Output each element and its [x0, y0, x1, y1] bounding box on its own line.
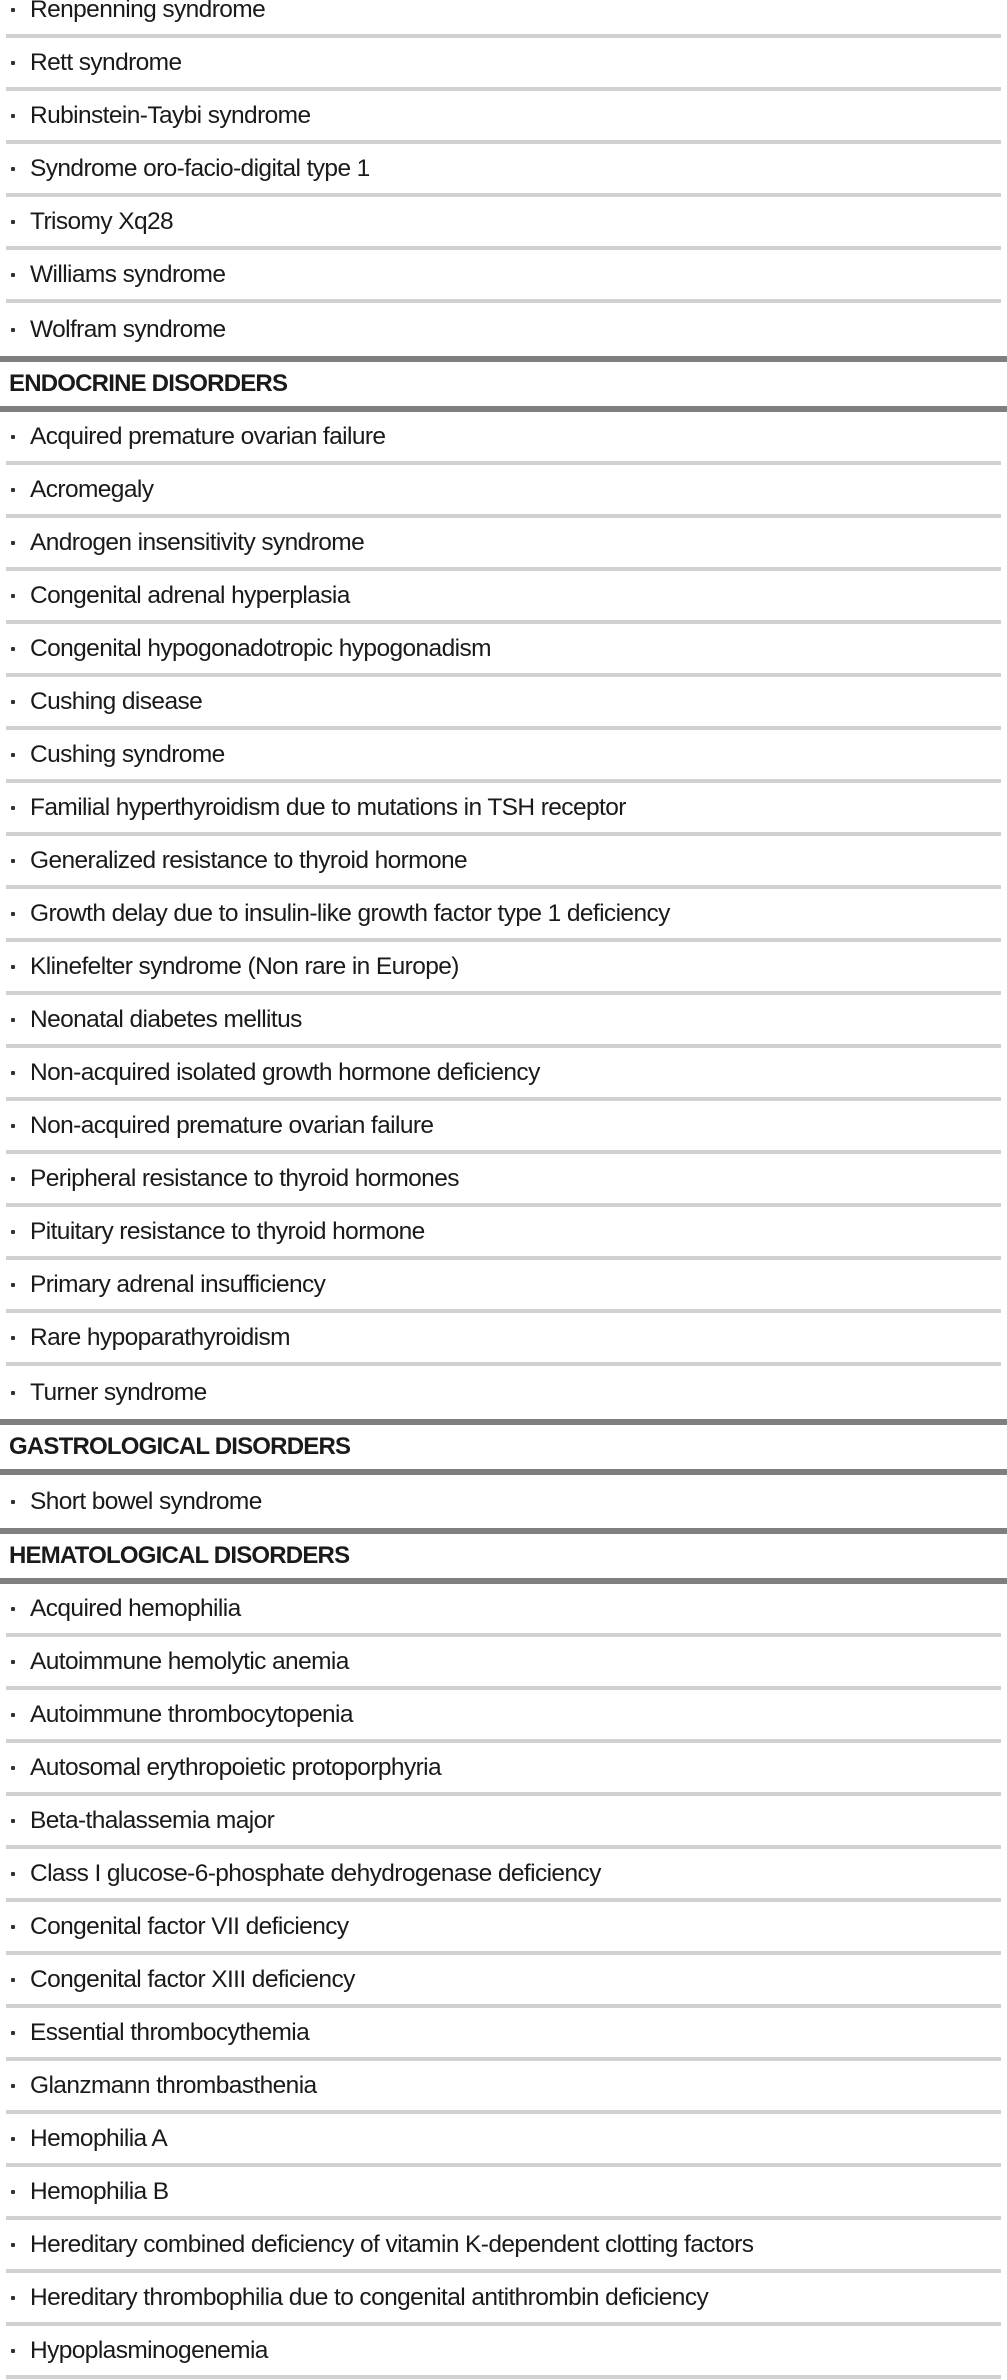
bullet-icon [11, 1336, 15, 1340]
bullet-icon [11, 2243, 15, 2247]
list-item-label: Acquired premature ovarian failure [30, 422, 386, 450]
list-item [6, 1154, 1001, 1207]
list-item-label: Hemophilia B [30, 2177, 169, 2205]
list-item [6, 995, 1001, 1048]
bullet-icon [11, 1660, 15, 1664]
disorder-group [0, 1419, 1007, 1528]
list-item [6, 2008, 1001, 2061]
list-item [6, 2061, 1001, 2114]
list-item-label: Congenital hypogonadotropic hypogonadism [30, 634, 491, 662]
list-item [6, 730, 1001, 783]
bullet-icon [11, 1283, 15, 1287]
bullet-icon [11, 859, 15, 863]
list-item [6, 0, 1001, 38]
list-item [6, 2273, 1001, 2326]
list-item-label: Wolfram syndrome [30, 315, 226, 343]
list-item [6, 38, 1001, 91]
bullet-icon [11, 488, 15, 492]
bullet-icon [11, 541, 15, 545]
list-item-label: Klinefelter syndrome (Non rare in Europe) [30, 952, 459, 980]
list-item [6, 1796, 1001, 1849]
list-item-label: Pituitary resistance to thyroid hormone [30, 1217, 425, 1245]
list-item [6, 624, 1001, 677]
bullet-icon [11, 965, 15, 969]
list-item-label: Rett syndrome [30, 48, 182, 76]
bullet-icon [11, 594, 15, 598]
section-header [0, 1419, 1007, 1475]
list-item [6, 677, 1001, 730]
list-item-label: Glanzmann thrombasthenia [30, 2071, 317, 2099]
disorder-group [0, 1528, 1007, 2379]
list-item [6, 1366, 1001, 1419]
list-item [6, 1207, 1001, 1260]
list-item [6, 1690, 1001, 1743]
list-item [6, 2167, 1001, 2220]
list-item-label: Cushing syndrome [30, 740, 225, 768]
bullet-icon [11, 2137, 15, 2141]
list-item-label: Rubinstein-Taybi syndrome [30, 101, 311, 129]
list-item [6, 1849, 1001, 1902]
list-item [6, 1048, 1001, 1101]
bullet-icon [11, 806, 15, 810]
list-item-label: Autoimmune thrombocytopenia [30, 1700, 353, 1728]
list-item [6, 2326, 1001, 2379]
list-item-label: Congenital adrenal hyperplasia [30, 581, 350, 609]
bullet-icon [11, 2296, 15, 2300]
list-item [6, 783, 1001, 836]
bullet-icon [11, 1391, 15, 1395]
bullet-icon [11, 1925, 15, 1929]
list-item-label: Rare hypoparathyroidism [30, 1323, 290, 1351]
list-item-label: Growth delay due to insulin-like growth factor type 1 deficiency [30, 899, 670, 927]
list-item-label: Essential thrombocythemia [30, 2018, 310, 2046]
bullet-icon [11, 1124, 15, 1128]
bullet-icon [11, 1018, 15, 1022]
list-item [6, 1475, 1001, 1528]
list-item-label: Familial hyperthyroidism due to mutations in TSH receptor [30, 793, 626, 821]
list-item-label: Non-acquired premature ovarian failure [30, 1111, 434, 1139]
list-item [6, 144, 1001, 197]
list-item [6, 1584, 1001, 1637]
bullet-icon [11, 435, 15, 439]
list-item-label: Peripheral resistance to thyroid hormones [30, 1164, 459, 1192]
disorder-group [0, 356, 1007, 1419]
list-item [6, 571, 1001, 624]
list-item-label: Class I glucose-6-phosphate dehydrogenase deficiency [30, 1859, 601, 1887]
list-item-label: Non-acquired isolated growth hormone deficiency [30, 1058, 540, 1086]
list-item-label: Trisomy Xq28 [30, 207, 174, 235]
list-item-label: Beta-thalassemia major [30, 1806, 275, 1834]
list-item [6, 1743, 1001, 1796]
list-item [6, 1902, 1001, 1955]
bullet-icon [11, 1230, 15, 1234]
list-item [6, 1955, 1001, 2008]
list-item-label: Hereditary combined deficiency of vitamin K-dependent clotting factors [30, 2230, 754, 2258]
bullet-icon [11, 1819, 15, 1823]
list-item [6, 465, 1001, 518]
list-item-label: Autosomal erythropoietic protoporphyria [30, 1753, 442, 1781]
list-item-label: Short bowel syndrome [30, 1487, 262, 1515]
list-item-label: Hemophilia A [30, 2124, 168, 2152]
disorder-group [0, 0, 1007, 356]
list-item-label: Turner syndrome [30, 1378, 207, 1406]
bullet-icon [11, 912, 15, 916]
list-item-label: Generalized resistance to thyroid hormone [30, 846, 468, 874]
list-item [6, 91, 1001, 144]
list-item [6, 197, 1001, 250]
section-header [0, 356, 1007, 412]
list-item-label: Hypoplasminogenemia [30, 2336, 268, 2364]
bullet-icon [11, 328, 15, 332]
list-item [6, 250, 1001, 303]
bullet-icon [11, 1071, 15, 1075]
bullet-icon [11, 647, 15, 651]
list-item-label: Congenital factor VII deficiency [30, 1912, 349, 1940]
list-item-label: Acromegaly [30, 475, 154, 503]
bullet-icon [11, 1500, 15, 1504]
list-item [6, 412, 1001, 465]
list-item-label: Primary adrenal insufficiency [30, 1270, 326, 1298]
bullet-icon [11, 2031, 15, 2035]
list-item-label: Congenital factor XIII deficiency [30, 1965, 355, 1993]
bullet-icon [11, 8, 15, 12]
bullet-icon [11, 753, 15, 757]
list-item [6, 889, 1001, 942]
list-item-label: Hereditary thrombophilia due to congenital antithrombin deficiency [30, 2283, 709, 2311]
list-item [6, 1313, 1001, 1366]
list-item [6, 942, 1001, 995]
list-item [6, 1101, 1001, 1154]
list-item-label: Neonatal diabetes mellitus [30, 1005, 302, 1033]
section-title: HEMATOLOGICAL DISORDERS [9, 1542, 350, 1569]
bullet-icon [11, 273, 15, 277]
list-item [6, 303, 1001, 356]
bullet-icon [11, 1978, 15, 1982]
bullet-icon [11, 700, 15, 704]
section-header [0, 1528, 1007, 1584]
list-item [6, 2114, 1001, 2167]
list-item-label: Renpenning syndrome [30, 0, 266, 23]
list-item [6, 2220, 1001, 2273]
bullet-icon [11, 2349, 15, 2353]
list-item-label: Cushing disease [30, 687, 203, 715]
section-title: GASTROLOGICAL DISORDERS [9, 1433, 351, 1460]
bullet-icon [11, 2190, 15, 2194]
bullet-icon [11, 1607, 15, 1611]
list-item [6, 518, 1001, 571]
bullet-icon [11, 1766, 15, 1770]
bullet-icon [11, 167, 15, 171]
section-title: ENDOCRINE DISORDERS [9, 370, 288, 397]
list-item [6, 1260, 1001, 1313]
list-item-label: Androgen insensitivity syndrome [30, 528, 365, 556]
list-item-label: Acquired hemophilia [30, 1594, 241, 1622]
list-item-label: Syndrome oro-facio-digital type 1 [30, 154, 370, 182]
bullet-icon [11, 1713, 15, 1717]
list-item [6, 836, 1001, 889]
bullet-icon [11, 2084, 15, 2088]
bullet-icon [11, 220, 15, 224]
bullet-icon [11, 61, 15, 65]
bullet-icon [11, 1177, 15, 1181]
bullet-icon [11, 114, 15, 118]
list-item-label: Autoimmune hemolytic anemia [30, 1647, 349, 1675]
bullet-icon [11, 1872, 15, 1876]
list-item [6, 1637, 1001, 1690]
list-item-label: Williams syndrome [30, 260, 226, 288]
